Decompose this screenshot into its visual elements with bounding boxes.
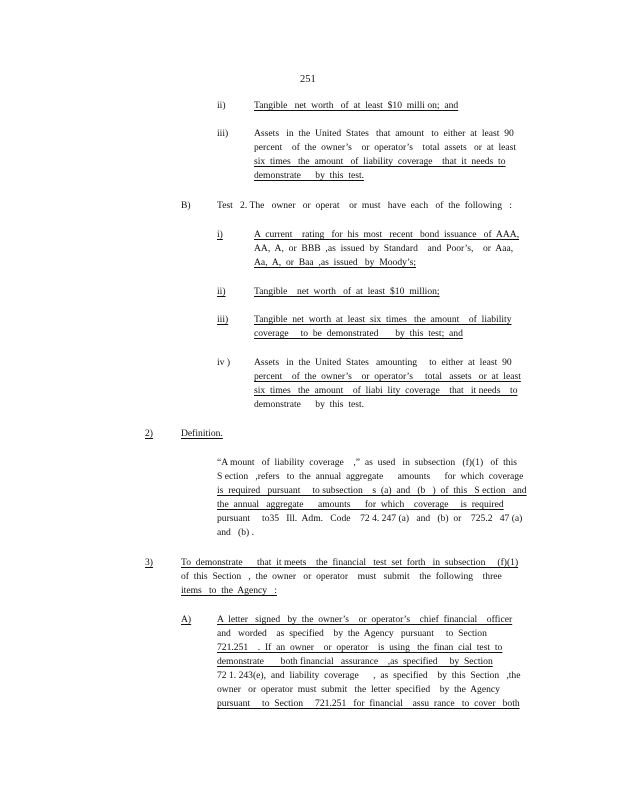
text-line: AA, A, or BBB ,as issued by Standard and Poor’s, or Aaa,	[254, 243, 514, 254]
text-line: owner or operator must submit the letter specified by the Agency	[217, 684, 500, 695]
text-line: Test 2. The owner or operat or must have each of the following :	[217, 200, 512, 211]
text-line: pursuant to Section 721.251 for financial assu rance to cover both	[217, 698, 520, 709]
text-line: 72 1. 243(e), and liability coverage , as specified by this Section ,the	[217, 670, 521, 681]
text-line: percent of the owner’s or operator’s total assets or at least	[254, 142, 517, 153]
text-line: six times the amount of liability coverage that it needs to	[254, 156, 506, 167]
text-line: Assets in the United States amounting to either at least 90	[254, 357, 512, 368]
text-line: the annual aggregate amounts for which coverage is required	[217, 499, 504, 510]
text-line: coverage to be demonstrated by this test; and	[254, 328, 463, 339]
section-label: 3)	[145, 557, 153, 568]
text-line: Tangible net worth at least six times the amount of liability	[254, 314, 512, 325]
text-line: demonstrate both financial assurance ,as specified by Section	[217, 656, 493, 667]
text-line: of this Section , the owner or operator must submit the following three	[181, 571, 502, 582]
text-line: Tangible net worth of at least $10 milli on; and	[254, 100, 459, 111]
text-line: Aa, A, or Baa ,as issued by Moody’s;	[254, 257, 417, 268]
text-line: and worded as specified by the Agency pursuant to Section	[217, 628, 487, 639]
text-line: 721.251 . If an owner or operator is using the finan cial test to	[217, 642, 503, 653]
text-line: and (b) .	[217, 527, 255, 538]
text-line: percent of the owner’s or operator’s total assets or at least	[254, 371, 521, 382]
text-line: “A mount of liability coverage ,” as used in subsection (f)(1) of this	[217, 457, 518, 468]
item-label: ii)	[217, 100, 226, 111]
text-line: pursuant to35 Ill. Adm. Code 72 4. 247 (a) and (b) or 725.2 47 (a)	[217, 513, 523, 524]
text-line: is required pursuant to subsection s (a) and (b ) of this S ection and	[217, 485, 527, 496]
text-line: To demonstrate that it meets the financial test set forth in subsection (f)(1)	[181, 557, 519, 568]
text-line: A current rating for his most recent bond issuance of AAA,	[254, 229, 520, 240]
text-line: S ection ,refers to the annual aggregate amounts for which coverage	[217, 471, 524, 482]
text-line: A letter signed by the owner’s or operator’s chief financial officer	[217, 614, 513, 625]
text-line: items to the Agency :	[181, 585, 277, 596]
text-line: demonstrate by this test.	[254, 170, 365, 181]
section-label: B)	[181, 200, 191, 211]
item-label: iii)	[217, 128, 229, 139]
item-label: iv )	[217, 357, 231, 368]
text-line: six times the amount of liabi lity coverage that it needs to	[254, 385, 518, 396]
item-label: iii)	[217, 314, 229, 325]
item-label: A)	[181, 614, 192, 625]
item-label: ii)	[217, 286, 226, 297]
section-label: 2)	[145, 428, 153, 439]
item-label: i)	[217, 229, 223, 240]
text-line: Assets in the United States that amount to either at least 90	[254, 128, 514, 139]
text-line: demonstrate by this test.	[254, 399, 365, 410]
page-number: 251	[300, 74, 316, 85]
text-line: Tangible net worth of at least $10 million;	[254, 286, 440, 297]
heading: Definition.	[181, 428, 223, 439]
